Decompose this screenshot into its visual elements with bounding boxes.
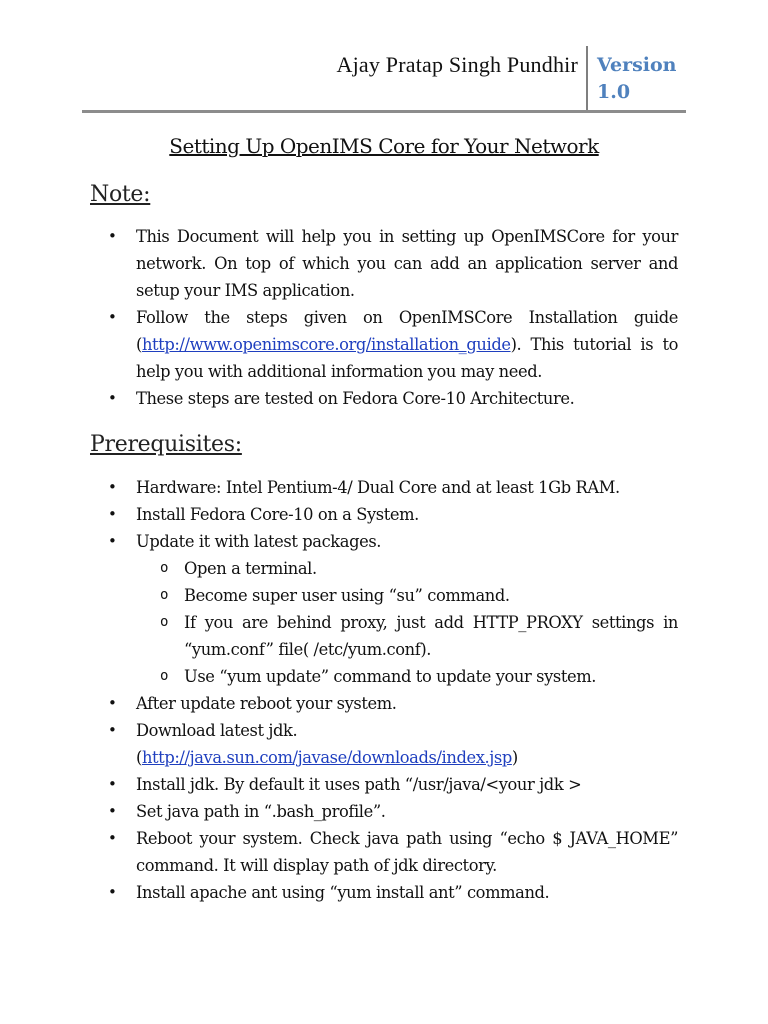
prerequisites-heading: Prerequisites:	[90, 432, 242, 457]
list-item: • Install Fedora Core-10 on a System.	[106, 501, 678, 528]
list-item-text: ). This tutorial is to help you with additional information you may need.	[136, 335, 678, 381]
list-item: • Update it with latest packages.	[106, 528, 678, 555]
page-header	[0, 46, 768, 112]
list-item	[106, 717, 678, 771]
installation-guide-link[interactable]: http://www.openimscore.org/installation_guide	[141, 335, 511, 354]
list-item: • Hardware: Intel Pentium-4/ Dual Core and at least 1Gb RAM.	[106, 474, 678, 501]
sub-list-item: o If you are behind proxy, just add HTTP_PROXY settings in “yum.conf” file( /etc/yum.conf).	[106, 609, 678, 663]
list-item: • Install apache ant using “yum install ant” command.	[106, 879, 678, 906]
note-list	[106, 223, 678, 412]
list-item: • Set java path in “.bash_profile”.	[106, 798, 678, 825]
list-item-text: )	[511, 748, 518, 767]
list-item: • Reboot your system. Check java path using “echo $ JAVA_HOME” command. It will display path of jdk directory.	[106, 825, 678, 879]
header-divider	[586, 46, 588, 110]
note-heading: Note:	[90, 182, 151, 207]
list-item: • These steps are tested on Fedora Core-10 Architecture.	[106, 385, 678, 412]
document-title: Setting Up OpenIMS Core for Your Network	[169, 134, 599, 158]
header-rule	[82, 110, 686, 113]
version-label	[597, 52, 697, 106]
list-item-text: Download latest jdk. (	[136, 721, 298, 767]
list-item	[106, 304, 678, 385]
list-item: • After update reboot your system.	[106, 690, 678, 717]
prerequisites-list	[106, 474, 678, 906]
version-label-line1: Version	[597, 54, 677, 76]
sub-list-item: o Use “yum update” command to update your system.	[106, 663, 678, 690]
author-name: Ajay Pratap Singh Pundhir	[336, 52, 578, 77]
sub-list-item: o Become super user using “su” command.	[106, 582, 678, 609]
list-item: • Install jdk. By default it uses path “/usr/java/<your jdk >	[106, 771, 678, 798]
sub-list-item: o Open a terminal.	[106, 555, 678, 582]
jdk-download-link[interactable]: http://java.sun.com/javase/downloads/index.jsp	[141, 748, 512, 767]
list-item-text: Follow the steps given on OpenIMSCore Installation guide (	[136, 308, 678, 354]
list-item: • This Document will help you in setting up OpenIMSCore for your network. On top of which you can add an application server and setup your IMS application.	[106, 223, 678, 304]
version-label-line2: 1.0	[597, 81, 631, 103]
